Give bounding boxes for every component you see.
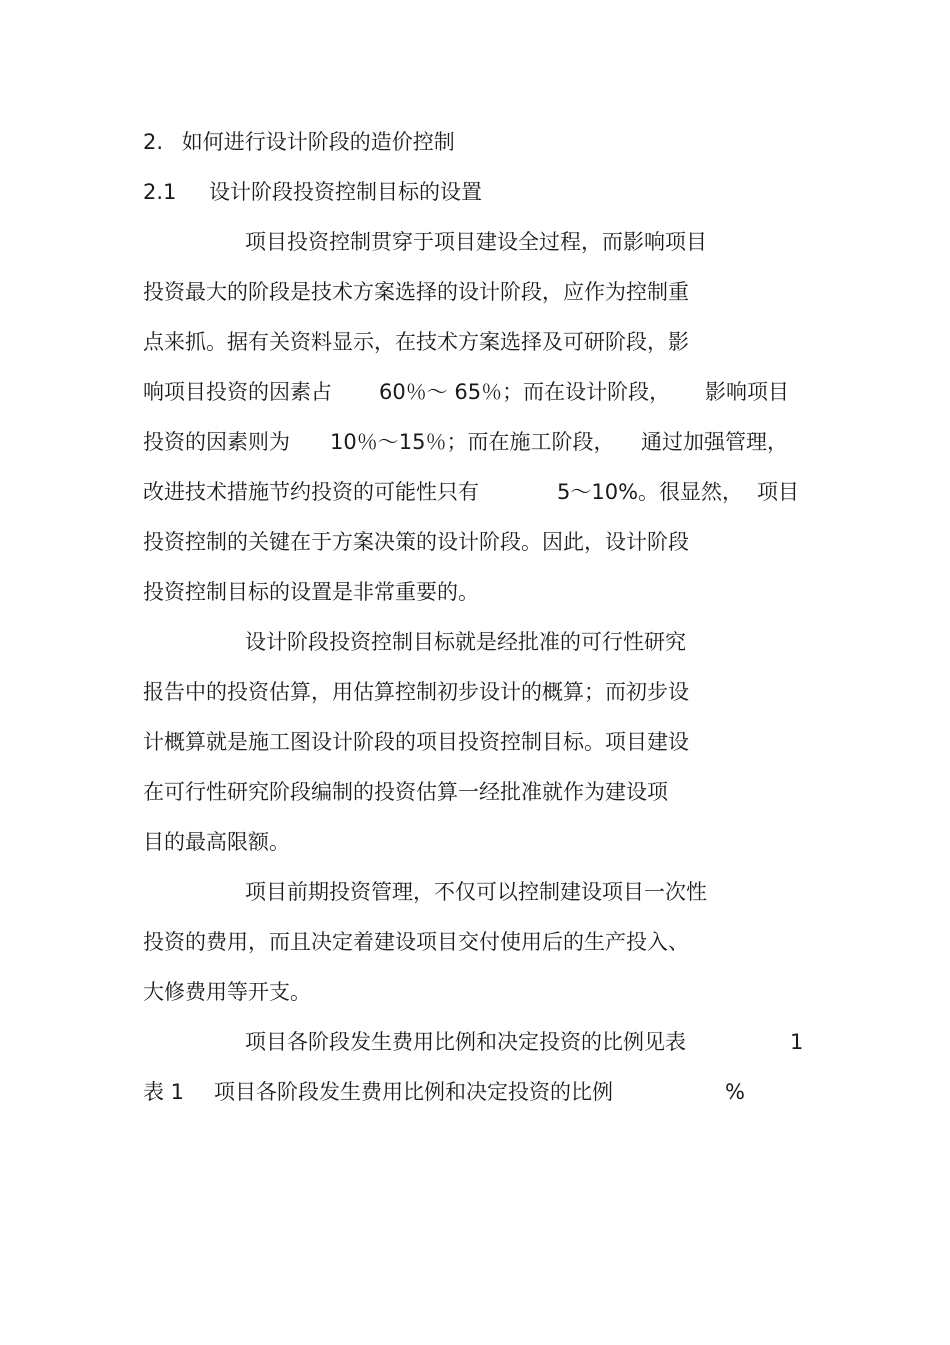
para3-line2: 投资的费用，而且决定着建设项目交付使用后的生产投入、 <box>143 930 689 954</box>
para1-line5-b: 10％～15％；而在施工阶段， <box>330 430 615 454</box>
para1-line6-b: 5～10%。很显然， <box>557 480 744 504</box>
para1-line7: 投资控制的关键在于方案决策的设计阶段。因此，设计阶段 <box>143 530 689 554</box>
para1-line1: 项目投资控制贯穿于项目建设全过程，而影响项目 <box>245 230 707 254</box>
para3-line1: 项目前期投资管理，不仅可以控制建设项目一次性 <box>245 880 707 904</box>
para1-line6-c: 项目 <box>757 480 799 504</box>
para2-line2: 报告中的投资估算，用估算控制初步设计的概算；而初步设 <box>143 680 689 704</box>
table-caption-text: 项目各阶段发生费用比例和决定投资的比例 <box>214 1080 613 1104</box>
para1-line5-a: 投资的因素则为 <box>143 430 290 454</box>
table-caption-label: 表 1 <box>143 1080 185 1104</box>
para1-line8: 投资控制目标的设置是非常重要的。 <box>143 580 479 604</box>
heading-2-number: 2.1 <box>143 180 177 204</box>
para2-line5: 目的最高限额。 <box>143 830 290 854</box>
para2-line4: 在可行性研究阶段编制的投资估算一经批准就作为建设项 <box>143 780 668 804</box>
table-caption-unit: % <box>725 1080 745 1104</box>
para1-line6-a: 改进技术措施节约投资的可能性只有 <box>143 480 479 504</box>
para3-line3: 大修费用等开支。 <box>143 980 311 1004</box>
heading-1-text: 如何进行设计阶段的造价控制 <box>181 130 455 154</box>
para4-table-ref: 1 <box>790 1030 804 1054</box>
para1-line4-c: 影响项目 <box>705 380 789 404</box>
heading-2-title: 设计阶段投资控制目标的设置 <box>209 180 482 204</box>
heading-1 <box>143 132 455 153</box>
para1-line2: 投资最大的阶段是技术方案选择的设计阶段，应作为控制重 <box>143 280 689 304</box>
para1-line4-b: 60％～ 65％；而在设计阶段， <box>379 380 671 404</box>
para2-line3: 计概算就是施工图设计阶段的项目投资控制目标。项目建设 <box>143 730 689 754</box>
heading-2 <box>143 182 176 203</box>
para4-line1: 项目各阶段发生费用比例和决定投资的比例见表 <box>245 1030 686 1054</box>
para1-line5-c: 通过加强管理， <box>641 430 788 454</box>
heading-1-number: 2. <box>143 130 164 154</box>
para2-line1: 设计阶段投资控制目标就是经批准的可行性研究 <box>245 630 686 654</box>
para1-line3: 点来抓。据有关资料显示，在技术方案选择及可研阶段，影 <box>143 330 689 354</box>
para1-line4-a: 响项目投资的因素占 <box>143 380 332 404</box>
